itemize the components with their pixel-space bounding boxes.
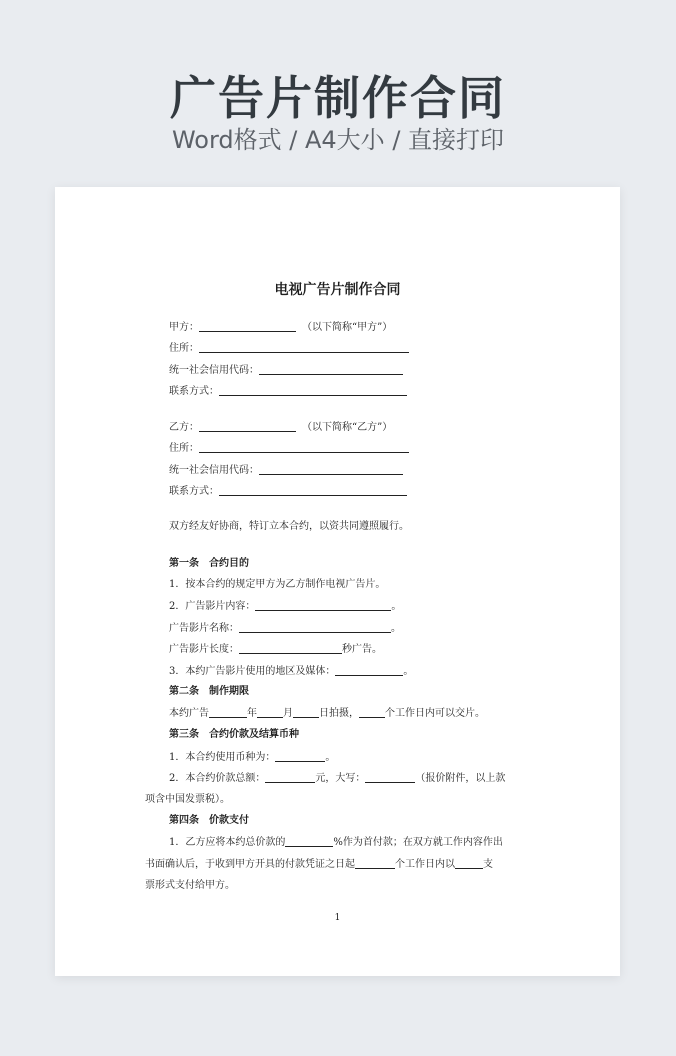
party-a-blank	[199, 320, 296, 332]
payment-method-text: 个工作日内以	[395, 859, 455, 870]
payment-days-blank	[355, 857, 395, 869]
party-a-line	[169, 320, 392, 335]
party-a-contact-line	[169, 384, 407, 399]
quote-note: （报价附件，以上款	[415, 773, 506, 784]
party-b-contact-blank	[219, 484, 407, 496]
day-blank	[293, 706, 319, 718]
party-b-note: （以下简称“乙方”）	[302, 422, 393, 433]
hero-title: 广告片制作合同	[170, 71, 506, 125]
article-1-heading: 第一条 合约目的	[169, 558, 249, 569]
payment-cheque-text: 支	[483, 859, 493, 870]
total-label: 2．本合约价款总额：	[169, 773, 266, 784]
article-4-line-2	[145, 857, 493, 872]
party-a-note: （以下简称“甲方”）	[302, 322, 393, 333]
delivery-text: 个工作日内可以交片。	[385, 708, 485, 719]
total-words-label: 元，大写：	[315, 773, 366, 784]
article-4-line-3: 票形式支付给甲方。	[145, 880, 235, 891]
party-b-address-label: 住所：	[169, 443, 199, 454]
ad-content-blank	[255, 599, 391, 611]
party-a-address-label: 住所：	[169, 343, 199, 354]
ad-length-label: 广告影片长度：	[169, 644, 239, 655]
first-payment-blank	[285, 835, 333, 847]
article-1-line-3	[169, 621, 401, 636]
month-blank	[257, 706, 283, 718]
currency-end: 。	[325, 752, 336, 763]
party-a-credit-blank	[259, 363, 403, 375]
party-b-contact-line	[169, 484, 407, 499]
article-3-line-2	[169, 771, 505, 786]
article-2-line-1	[169, 706, 485, 721]
year-blank	[209, 706, 247, 718]
article-4-line-1	[169, 835, 503, 850]
party-b-credit-label: 统一社会信用代码：	[169, 465, 259, 476]
ad-length-blank	[239, 642, 342, 654]
currency-blank	[275, 750, 325, 762]
article-2-part-1: 本约广告	[169, 708, 209, 719]
document-page	[55, 187, 620, 976]
ad-content-end: 。	[391, 601, 402, 612]
article-3-line-3: 项含中国发票税）。	[145, 794, 230, 805]
payment-date-text: 书面确认后，于收到甲方开具的付款凭证之日起	[145, 859, 355, 870]
total-words-blank	[365, 771, 415, 783]
party-a-label: 甲方：	[169, 322, 199, 333]
party-a-address-line	[169, 341, 409, 356]
party-b-credit-line	[169, 463, 403, 478]
ad-length-end: 秒广告。	[342, 644, 382, 655]
article-3-line-1	[169, 750, 335, 765]
article-3-heading: 第三条 合约价款及结算币种	[169, 729, 299, 740]
first-payment-text: %作为首付款；在双方就工作内容作出	[333, 837, 503, 848]
article-1-line-2	[169, 599, 401, 614]
hero-subtitle: Word格式 / A4大小 / 直接打印	[171, 126, 505, 154]
payment-method-blank	[455, 857, 483, 869]
ad-name-label: 广告影片名称：	[169, 623, 239, 634]
party-a-contact-blank	[219, 384, 407, 396]
party-b-address-line	[169, 441, 409, 456]
party-b-address-blank	[199, 441, 409, 453]
ad-media-blank	[335, 664, 403, 676]
workday-blank	[359, 706, 385, 718]
party-a-contact-label: 联系方式：	[169, 386, 219, 397]
party-a-address-blank	[199, 341, 409, 353]
total-blank	[265, 771, 315, 783]
article-4-heading: 第四条 价款支付	[169, 815, 249, 826]
party-b-line	[169, 420, 392, 435]
ad-name-end: 。	[391, 623, 401, 634]
day-label: 日拍摄，	[319, 708, 359, 719]
document-title: 电视广告片制作合同	[274, 282, 401, 298]
first-payment-label: 1．乙方应将本约总价款的	[169, 837, 286, 848]
article-1-line-1: 1．按本合约的规定甲方为乙方制作电视广告片。	[169, 579, 386, 590]
month-label: 月	[283, 708, 293, 719]
party-b-contact-label: 联系方式：	[169, 486, 219, 497]
party-a-credit-line	[169, 363, 403, 378]
ad-content-label: 2．广告影片内容：	[169, 601, 256, 612]
party-b-credit-blank	[259, 463, 403, 475]
party-b-label: 乙方：	[169, 422, 199, 433]
page-number: 1	[334, 913, 341, 923]
year-label: 年	[247, 708, 257, 719]
article-1-line-4	[169, 642, 382, 657]
ad-media-end: 。	[403, 666, 414, 677]
ad-media-label: 3．本约广告影片使用的地区及媒体：	[169, 666, 336, 677]
intro-text: 双方经友好协商，特订立本合约，以资共同遵照履行。	[169, 521, 409, 532]
ad-name-blank	[239, 621, 391, 633]
party-a-credit-label: 统一社会信用代码：	[169, 365, 259, 376]
article-2-heading: 第二条 制作期限	[169, 686, 249, 697]
party-b-blank	[199, 420, 296, 432]
article-1-line-5	[169, 664, 413, 679]
currency-label: 1．本合约使用币种为：	[169, 752, 276, 763]
